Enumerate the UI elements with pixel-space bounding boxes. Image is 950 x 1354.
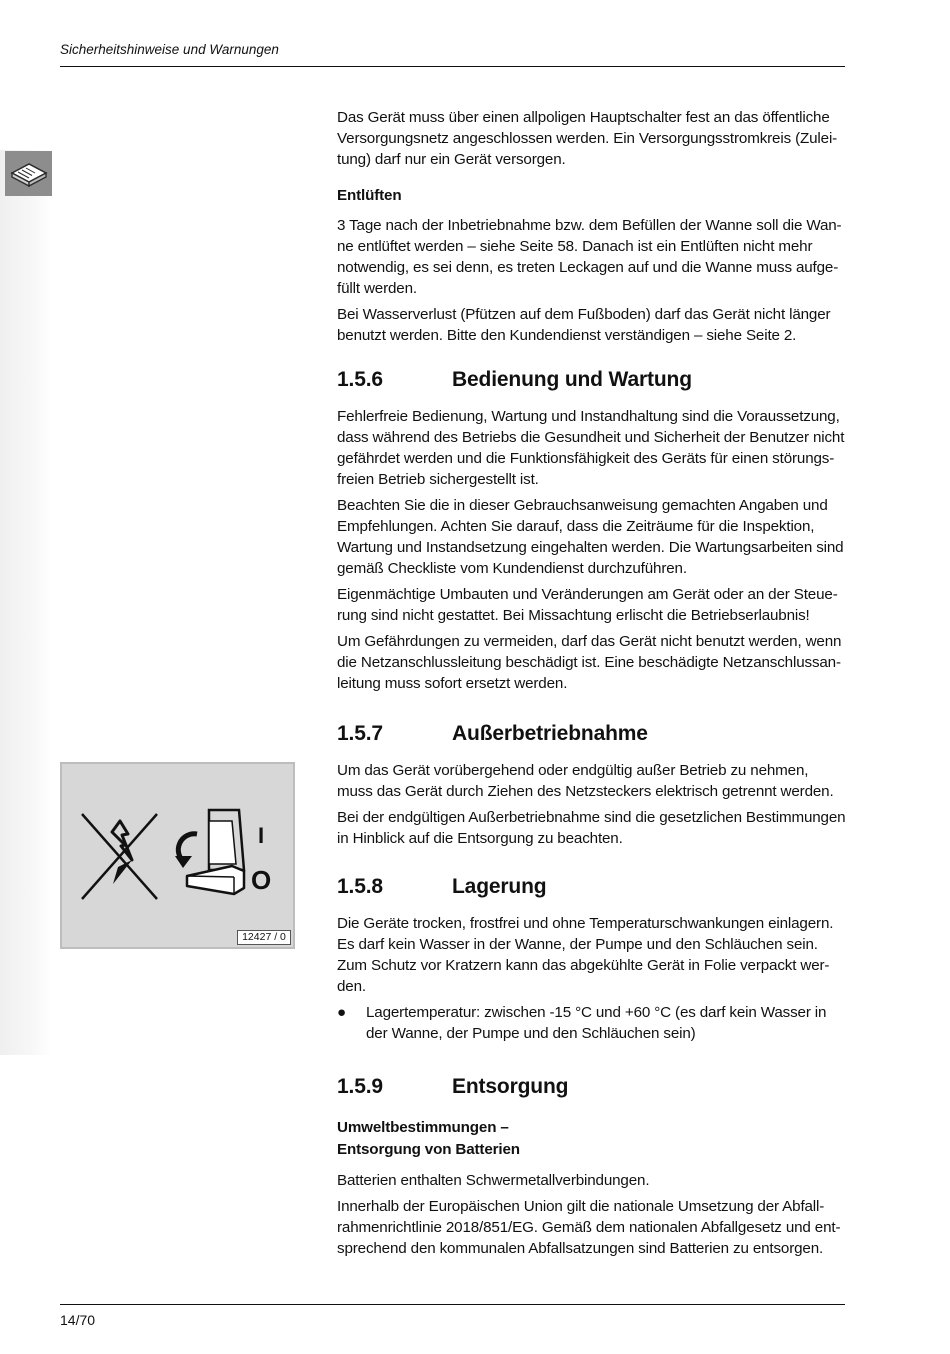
section-heading-1-5-8 bbox=[337, 874, 847, 900]
disposal-subheading-line-2: Entsorgung von Batterien bbox=[337, 1141, 520, 1158]
section-title: Entsorgung bbox=[452, 1075, 569, 1098]
section-title: Außerbetriebnahme bbox=[452, 722, 648, 745]
power-switch-icon bbox=[175, 810, 244, 894]
side-margin-strip bbox=[0, 150, 52, 1055]
disposal-subheading bbox=[337, 1117, 847, 1161]
footer-rule bbox=[60, 1304, 845, 1305]
section-number: 1.5.7 bbox=[337, 722, 383, 745]
intro-paragraph: Das Gerät muss über einen allpoligen Hauptschalter fest an das öffentliche Versorgungsnetz angeschlossen werden. Ein Versorgungsstromkreis (Zulei-tung) darf nur ein Gerät versorgen. bbox=[337, 109, 838, 168]
storage-paragraph-1: Die Geräte trocken, frostfrei und ohne Temperaturschwankungen einlagern. Es darf kein Wasser in der Wanne, der Pumpe und den Schläuchen sein. Zum Schutz vor Kratzern kann das abgekühlte Gerät in Folie verpackt wer-den. bbox=[337, 915, 834, 995]
section-number: 1.5.9 bbox=[337, 1075, 383, 1098]
venting-heading: Entlüften bbox=[337, 187, 402, 204]
section-heading-1-5-7 bbox=[337, 721, 847, 747]
section-heading-1-5-9 bbox=[337, 1074, 847, 1100]
operation-paragraph-1: Fehlerfreie Bedienung, Wartung und Instandhaltung sind die Voraussetzung, dass während des Betriebs die Gesundheit und Sicherheit der Benutzer nicht gefährdet werden und die Funktionsfähigkeit des Geräts für einen störungs-freien Betrieb sichergestellt ist. bbox=[337, 408, 845, 488]
power-switch-figure bbox=[60, 762, 295, 949]
decommission-paragraph-2: Bei der endgültigen Außerbetriebnahme sind die gesetzlichen Bestimmungen in Hinblick auf die Entsorgung zu beachten. bbox=[337, 809, 846, 847]
book-icon bbox=[5, 151, 52, 196]
section-title: Lagerung bbox=[452, 875, 547, 898]
running-header: Sicherheitshinweise und Warnungen bbox=[60, 42, 279, 57]
decommission-paragraph-1: Um das Gerät vorübergehend oder endgültig außer Betrieb zu nehmen, muss das Gerät durch Ziehen des Netzsteckers elektrisch getrennt werden. bbox=[337, 762, 834, 800]
section-title: Bedienung und Wartung bbox=[452, 368, 692, 391]
switch-off-label: O bbox=[251, 865, 272, 895]
venting-paragraph-2: Bei Wasserverlust (Pfützen auf dem Fußboden) darf das Gerät nicht länger benutzt werden. Bitte den Kundendienst verständigen – siehe Seite 2. bbox=[337, 306, 831, 344]
bullet-marker: ● bbox=[337, 1004, 347, 1021]
section-number: 1.5.6 bbox=[337, 368, 383, 391]
switch-on-label: I bbox=[258, 823, 265, 848]
section-number: 1.5.8 bbox=[337, 875, 383, 898]
no-power-icon bbox=[82, 814, 157, 899]
storage-temperature-bullet: Lagertemperatur: zwischen -15 °C und +60 °C (es darf kein Wasser in der Wanne, der Pumpe und den Schläuchen sein) bbox=[366, 1004, 827, 1042]
disposal-paragraph-1: Batterien enthalten Schwermetallverbindungen. bbox=[337, 1172, 650, 1189]
operation-paragraph-4: Um Gefährdungen zu vermeiden, darf das Gerät nicht benutzt werden, wenn die Netzanschlussleitung beschädigt ist. Eine beschädigte Netzanschlussan-leitung muss sofort ersetzt werden. bbox=[337, 633, 842, 692]
page-number: 14/70 bbox=[60, 1312, 96, 1328]
section-heading-1-5-6 bbox=[337, 367, 847, 393]
figure-reference-label: 12427 / 0 bbox=[237, 930, 291, 945]
disposal-subheading-line-1: Umweltbestimmungen – bbox=[337, 1119, 509, 1136]
operation-paragraph-3: Eigenmächtige Umbauten und Veränderungen am Gerät oder an der Steue-rung sind nicht gestattet. Bei Missachtung erlischt die Betriebserlaubnis! bbox=[337, 586, 838, 624]
disposal-paragraph-2: Innerhalb der Europäischen Union gilt die nationale Umsetzung der Abfall-rahmenrichtlinie 2018/851/EG. Gemäß dem nationalen Abfallgesetz und ent-sprechend den kommunalen Abfallsatzungen sind Batterien zu entsorgen. bbox=[337, 1198, 841, 1257]
operation-paragraph-2: Beachten Sie die in dieser Gebrauchsanweisung gemachten Angaben und Empfehlungen. Achten Sie darauf, dass die Zeiträume für die Inspektion, Wartung und Instandsetzung eingehalten werden. Die Wartungsarbeiten sind gemäß Checkliste vom Kundendienst durchzuführen. bbox=[337, 497, 844, 577]
header-rule bbox=[60, 66, 845, 67]
venting-paragraph-1: 3 Tage nach der Inbetriebnahme bzw. dem Befüllen der Wanne soll die Wan-ne entlüftet werden – siehe Seite 58. Danach ist ein Entlüften nicht mehr notwendig, es sei denn, es treten Leckagen auf und die Wanne muss aufge-füllt werden. bbox=[337, 217, 842, 297]
main-content bbox=[337, 107, 847, 1264]
list-item bbox=[337, 1002, 847, 1044]
